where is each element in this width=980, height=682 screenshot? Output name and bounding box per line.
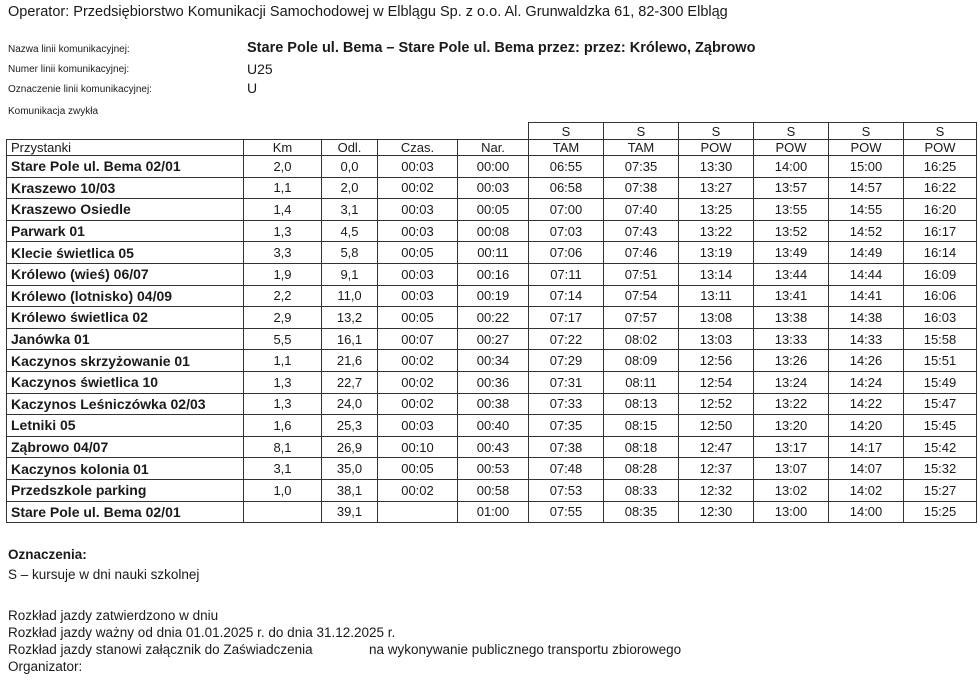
table-cell: 12:54 bbox=[679, 371, 754, 393]
table-cell: 07:17 bbox=[529, 307, 604, 329]
table-cell: 16:06 bbox=[904, 285, 977, 307]
table-cell: 1,9 bbox=[244, 263, 322, 285]
table-cell: 07:51 bbox=[604, 263, 679, 285]
table-cell: 12:47 bbox=[679, 436, 754, 458]
stop-name: Przedszkole parking bbox=[7, 479, 244, 501]
table-cell: 00:03 bbox=[378, 199, 458, 221]
table-cell: 15:45 bbox=[904, 415, 977, 437]
table-cell: 00:27 bbox=[458, 328, 529, 350]
table-cell: 00:02 bbox=[378, 479, 458, 501]
table-cell: 12:56 bbox=[679, 350, 754, 372]
header-spacer bbox=[322, 123, 378, 140]
header-spacer bbox=[244, 123, 322, 140]
table-cell: 00:02 bbox=[378, 177, 458, 199]
table-cell: 1,4 bbox=[244, 199, 322, 221]
table-cell: 3,1 bbox=[244, 458, 322, 480]
table-cell: 38,1 bbox=[322, 479, 378, 501]
table-cell: 16:03 bbox=[904, 307, 977, 329]
stop-name: Kaczynos kolonia 01 bbox=[7, 458, 244, 480]
table-cell: 07:11 bbox=[529, 263, 604, 285]
table-cell: 2,9 bbox=[244, 307, 322, 329]
table-cell: 00:58 bbox=[458, 479, 529, 501]
table-cell: 13:52 bbox=[754, 220, 829, 242]
table-cell: 07:46 bbox=[604, 242, 679, 264]
column-header: Nar. bbox=[458, 140, 529, 156]
table-cell: 00:03 bbox=[458, 177, 529, 199]
table-cell bbox=[378, 501, 458, 523]
table-cell: 9,1 bbox=[322, 263, 378, 285]
line-designation-value: U bbox=[247, 80, 258, 96]
table-cell: 07:43 bbox=[604, 220, 679, 242]
table-cell: 1,0 bbox=[244, 479, 322, 501]
table-row bbox=[7, 156, 977, 178]
table-cell: 00:03 bbox=[378, 156, 458, 178]
table-cell: 08:15 bbox=[604, 415, 679, 437]
table-cell: 00:05 bbox=[378, 242, 458, 264]
table-cell: 07:40 bbox=[604, 199, 679, 221]
table-cell: 00:07 bbox=[378, 328, 458, 350]
table-cell: 14:00 bbox=[754, 156, 829, 178]
table-cell: 13:33 bbox=[754, 328, 829, 350]
footer-attachment: Rozkład jazdy stanowi załącznik do Zaświadczenia bbox=[8, 642, 313, 657]
table-cell: 1,1 bbox=[244, 350, 322, 372]
table-cell: 2,0 bbox=[322, 177, 378, 199]
stop-name: Kraszewo Osiedle bbox=[7, 199, 244, 221]
line-designation-label: Oznaczenie linii komunikacyjnej: bbox=[8, 84, 152, 95]
table-cell: 00:43 bbox=[458, 436, 529, 458]
header-spacer bbox=[378, 123, 458, 140]
legend-title: Oznaczenia: bbox=[8, 547, 87, 562]
table-cell: 00:05 bbox=[458, 199, 529, 221]
stop-name: Stare Pole ul. Bema 02/01 bbox=[7, 156, 244, 178]
timetable bbox=[6, 122, 977, 523]
table-cell: 14:26 bbox=[829, 350, 904, 372]
stop-name: Królewo świetlica 02 bbox=[7, 307, 244, 329]
table-cell: 14:41 bbox=[829, 285, 904, 307]
table-cell: 14:52 bbox=[829, 220, 904, 242]
stop-name: Królewo (wieś) 06/07 bbox=[7, 263, 244, 285]
table-cell: 14:17 bbox=[829, 436, 904, 458]
table-cell: 26,9 bbox=[322, 436, 378, 458]
table-cell: 1,6 bbox=[244, 415, 322, 437]
table-row bbox=[7, 263, 977, 285]
table-cell: 13:57 bbox=[754, 177, 829, 199]
table-cell: 07:48 bbox=[529, 458, 604, 480]
table-cell: 14:20 bbox=[829, 415, 904, 437]
table-cell: 08:33 bbox=[604, 479, 679, 501]
line-number-label: Numer linii komunikacyjnej: bbox=[8, 64, 130, 75]
table-cell: 15:00 bbox=[829, 156, 904, 178]
table-cell: 14:00 bbox=[829, 501, 904, 523]
stop-name: Kaczynos skrzyżowanie 01 bbox=[7, 350, 244, 372]
table-cell: 14:49 bbox=[829, 242, 904, 264]
line-number-value: U25 bbox=[247, 61, 273, 77]
table-cell bbox=[244, 501, 322, 523]
table-cell: 07:54 bbox=[604, 285, 679, 307]
table-cell: 13:11 bbox=[679, 285, 754, 307]
table-cell: 13,2 bbox=[322, 307, 378, 329]
table-cell: 12:52 bbox=[679, 393, 754, 415]
table-cell: 13:20 bbox=[754, 415, 829, 437]
stop-name: Kaczynos Leśniczówka 02/03 bbox=[7, 393, 244, 415]
table-cell: 00:38 bbox=[458, 393, 529, 415]
column-header: Km bbox=[244, 140, 322, 156]
course-mark: S bbox=[904, 123, 977, 140]
table-cell: 11,0 bbox=[322, 285, 378, 307]
table-cell: 07:38 bbox=[604, 177, 679, 199]
stop-name: Klecie świetlica 05 bbox=[7, 242, 244, 264]
table-cell: 00:16 bbox=[458, 263, 529, 285]
table-cell: 00:03 bbox=[378, 220, 458, 242]
table-cell: 08:35 bbox=[604, 501, 679, 523]
table-row bbox=[7, 220, 977, 242]
table-cell: 13:24 bbox=[754, 371, 829, 393]
table-row bbox=[7, 307, 977, 329]
table-cell: 13:49 bbox=[754, 242, 829, 264]
table-cell: 00:08 bbox=[458, 220, 529, 242]
table-cell: 00:19 bbox=[458, 285, 529, 307]
table-cell: 2,0 bbox=[244, 156, 322, 178]
footer-attachment-purpose: na wykonywanie publicznego transportu zbiorowego bbox=[369, 642, 682, 657]
table-cell: 07:14 bbox=[529, 285, 604, 307]
table-row bbox=[7, 436, 977, 458]
operator-line: Operator: Przedsiębiorstwo Komunikacji Samochodowej w Elblągu Sp. z o.o. Al. Grunwaldzka 61, 82-300 Elbląg bbox=[8, 4, 728, 20]
table-cell: 07:29 bbox=[529, 350, 604, 372]
table-cell: 16,1 bbox=[322, 328, 378, 350]
table-cell: 08:28 bbox=[604, 458, 679, 480]
table-cell: 00:53 bbox=[458, 458, 529, 480]
table-cell: 06:55 bbox=[529, 156, 604, 178]
table-cell: 00:34 bbox=[458, 350, 529, 372]
footer-organizer: Organizator: bbox=[8, 659, 83, 674]
table-cell: 06:58 bbox=[529, 177, 604, 199]
table-cell: 08:02 bbox=[604, 328, 679, 350]
table-cell: 15:51 bbox=[904, 350, 977, 372]
table-cell: 14:02 bbox=[829, 479, 904, 501]
table-cell: 00:03 bbox=[378, 415, 458, 437]
table-cell: 13:22 bbox=[679, 220, 754, 242]
table-cell: 3,3 bbox=[244, 242, 322, 264]
table-cell: 08:13 bbox=[604, 393, 679, 415]
table-cell: 08:11 bbox=[604, 371, 679, 393]
table-cell: 13:02 bbox=[754, 479, 829, 501]
table-row bbox=[7, 501, 977, 523]
table-cell: 13:26 bbox=[754, 350, 829, 372]
table-cell: 14:44 bbox=[829, 263, 904, 285]
stop-name: Ząbrowo 04/07 bbox=[7, 436, 244, 458]
table-cell: 14:38 bbox=[829, 307, 904, 329]
table-cell: 13:00 bbox=[754, 501, 829, 523]
column-header: POW bbox=[904, 140, 977, 156]
table-cell: 0,0 bbox=[322, 156, 378, 178]
table-cell: 14:33 bbox=[829, 328, 904, 350]
line-name-value: Stare Pole ul. Bema – Stare Pole ul. Bema przez: przez: Królewo, Ząbrowo bbox=[247, 40, 756, 56]
table-cell: 07:22 bbox=[529, 328, 604, 350]
stop-name: Kaczynos świetlica 10 bbox=[7, 371, 244, 393]
footer-approval: Rozkład jazdy zatwierdzono w dniu bbox=[8, 608, 219, 623]
table-cell: 00:02 bbox=[378, 371, 458, 393]
table-cell: 5,5 bbox=[244, 328, 322, 350]
table-cell: 3,1 bbox=[322, 199, 378, 221]
stop-name: Parwark 01 bbox=[7, 220, 244, 242]
table-cell: 12:37 bbox=[679, 458, 754, 480]
table-cell: 14:07 bbox=[829, 458, 904, 480]
stop-name: Letniki 05 bbox=[7, 415, 244, 437]
table-row bbox=[7, 458, 977, 480]
table-cell: 15:25 bbox=[904, 501, 977, 523]
table-cell: 13:30 bbox=[679, 156, 754, 178]
table-cell: 14:24 bbox=[829, 371, 904, 393]
stop-name: Królewo (lotnisko) 04/09 bbox=[7, 285, 244, 307]
course-mark: S bbox=[754, 123, 829, 140]
table-cell: 00:02 bbox=[378, 350, 458, 372]
table-cell: 00:00 bbox=[458, 156, 529, 178]
table-cell: 13:44 bbox=[754, 263, 829, 285]
table-row bbox=[7, 350, 977, 372]
table-cell: 00:02 bbox=[378, 393, 458, 415]
table-cell: 16:17 bbox=[904, 220, 977, 242]
table-cell: 07:53 bbox=[529, 479, 604, 501]
table-cell: 4,5 bbox=[322, 220, 378, 242]
table-cell: 35,0 bbox=[322, 458, 378, 480]
table-cell: 39,1 bbox=[322, 501, 378, 523]
table-cell: 12:32 bbox=[679, 479, 754, 501]
table-cell: 00:10 bbox=[378, 436, 458, 458]
table-cell: 13:03 bbox=[679, 328, 754, 350]
table-cell: 13:08 bbox=[679, 307, 754, 329]
table-cell: 00:03 bbox=[378, 285, 458, 307]
table-cell: 15:49 bbox=[904, 371, 977, 393]
table-cell: 14:55 bbox=[829, 199, 904, 221]
table-cell: 07:06 bbox=[529, 242, 604, 264]
column-header: TAM bbox=[529, 140, 604, 156]
table-row bbox=[7, 328, 977, 350]
table-cell: 00:36 bbox=[458, 371, 529, 393]
table-row bbox=[7, 393, 977, 415]
column-header: Przystanki bbox=[7, 140, 244, 156]
table-cell: 5,8 bbox=[322, 242, 378, 264]
table-cell: 00:11 bbox=[458, 242, 529, 264]
table-cell: 13:17 bbox=[754, 436, 829, 458]
table-cell: 14:57 bbox=[829, 177, 904, 199]
table-cell: 13:38 bbox=[754, 307, 829, 329]
table-cell: 22,7 bbox=[322, 371, 378, 393]
table-cell: 01:00 bbox=[458, 501, 529, 523]
table-cell: 07:55 bbox=[529, 501, 604, 523]
table-cell: 13:55 bbox=[754, 199, 829, 221]
header-spacer bbox=[458, 123, 529, 140]
course-mark: S bbox=[529, 123, 604, 140]
column-header: Czas. bbox=[378, 140, 458, 156]
table-cell: 25,3 bbox=[322, 415, 378, 437]
table-cell: 1,3 bbox=[244, 371, 322, 393]
table-cell: 00:05 bbox=[378, 458, 458, 480]
table-cell: 07:57 bbox=[604, 307, 679, 329]
table-row bbox=[7, 285, 977, 307]
timetable-body bbox=[7, 123, 977, 523]
table-cell: 12:50 bbox=[679, 415, 754, 437]
table-cell: 13:25 bbox=[679, 199, 754, 221]
table-cell: 1,1 bbox=[244, 177, 322, 199]
column-header: Odl. bbox=[322, 140, 378, 156]
table-cell: 8,1 bbox=[244, 436, 322, 458]
course-mark: S bbox=[679, 123, 754, 140]
table-cell: 16:14 bbox=[904, 242, 977, 264]
table-cell: 14:22 bbox=[829, 393, 904, 415]
table-cell: 16:22 bbox=[904, 177, 977, 199]
table-cell: 15:27 bbox=[904, 479, 977, 501]
table-cell: 07:38 bbox=[529, 436, 604, 458]
table-cell: 00:05 bbox=[378, 307, 458, 329]
table-cell: 08:18 bbox=[604, 436, 679, 458]
course-mark-row bbox=[7, 123, 977, 140]
table-cell: 16:20 bbox=[904, 199, 977, 221]
table-cell: 15:32 bbox=[904, 458, 977, 480]
table-cell: 1,3 bbox=[244, 393, 322, 415]
footer-validity: Rozkład jazdy ważny od dnia 01.01.2025 r. do dnia 31.12.2025 r. bbox=[8, 625, 396, 640]
table-cell: 2,2 bbox=[244, 285, 322, 307]
table-cell: 07:00 bbox=[529, 199, 604, 221]
table-cell: 15:42 bbox=[904, 436, 977, 458]
column-header: POW bbox=[829, 140, 904, 156]
table-cell: 21,6 bbox=[322, 350, 378, 372]
course-mark: S bbox=[829, 123, 904, 140]
table-cell: 15:47 bbox=[904, 393, 977, 415]
table-cell: 00:40 bbox=[458, 415, 529, 437]
table-cell: 13:19 bbox=[679, 242, 754, 264]
table-cell: 13:22 bbox=[754, 393, 829, 415]
column-header: POW bbox=[754, 140, 829, 156]
table-cell: 13:41 bbox=[754, 285, 829, 307]
table-cell: 08:09 bbox=[604, 350, 679, 372]
table-cell: 15:58 bbox=[904, 328, 977, 350]
table-cell: 07:33 bbox=[529, 393, 604, 415]
table-cell: 07:35 bbox=[604, 156, 679, 178]
table-row bbox=[7, 371, 977, 393]
line-name-label: Nazwa linii komunikacyjnej: bbox=[8, 44, 130, 55]
table-cell: 12:30 bbox=[679, 501, 754, 523]
stop-name: Janówka 01 bbox=[7, 328, 244, 350]
table-row bbox=[7, 199, 977, 221]
table-cell: 13:27 bbox=[679, 177, 754, 199]
communication-type: Komunikacja zwykła bbox=[8, 106, 99, 117]
table-cell: 13:07 bbox=[754, 458, 829, 480]
stop-name: Kraszewo 10/03 bbox=[7, 177, 244, 199]
table-cell: 24,0 bbox=[322, 393, 378, 415]
table-cell: 13:14 bbox=[679, 263, 754, 285]
table-cell: 16:25 bbox=[904, 156, 977, 178]
stop-name: Stare Pole ul. Bema 02/01 bbox=[7, 501, 244, 523]
course-mark: S bbox=[604, 123, 679, 140]
table-cell: 07:31 bbox=[529, 371, 604, 393]
column-header: TAM bbox=[604, 140, 679, 156]
table-cell: 1,3 bbox=[244, 220, 322, 242]
table-cell: 16:09 bbox=[904, 263, 977, 285]
table-cell: 00:03 bbox=[378, 263, 458, 285]
table-row bbox=[7, 415, 977, 437]
table-cell: 07:35 bbox=[529, 415, 604, 437]
table-row bbox=[7, 479, 977, 501]
table-row bbox=[7, 177, 977, 199]
table-cell: 07:03 bbox=[529, 220, 604, 242]
header-spacer bbox=[7, 123, 244, 140]
legend-item: S – kursuje w dni nauki szkolnej bbox=[8, 567, 200, 582]
column-header: POW bbox=[679, 140, 754, 156]
column-header-row bbox=[7, 140, 977, 156]
table-cell: 00:22 bbox=[458, 307, 529, 329]
table-row bbox=[7, 242, 977, 264]
